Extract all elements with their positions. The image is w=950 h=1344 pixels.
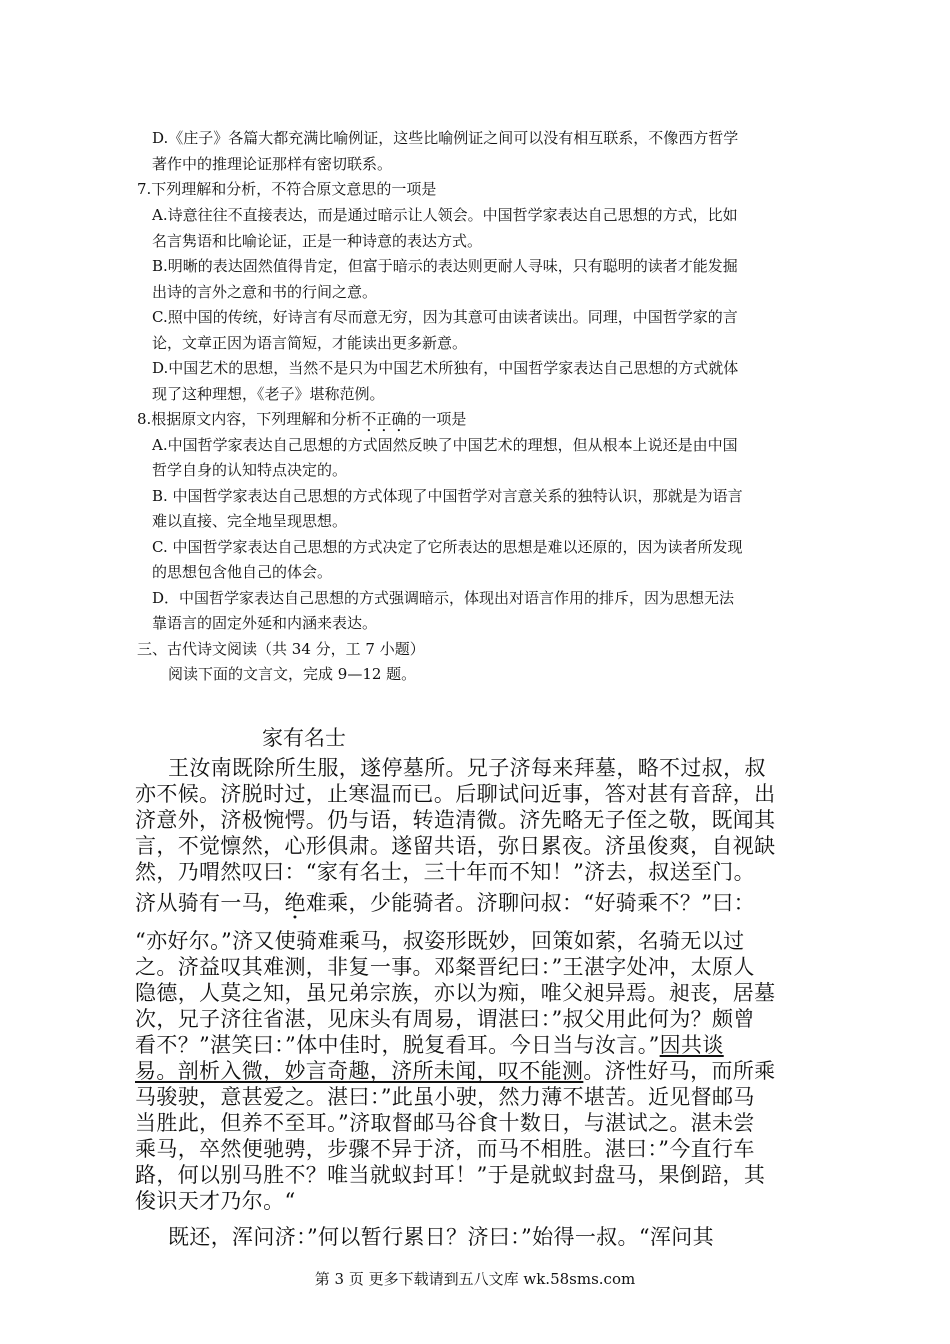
passage-text: 济从骑有一马， — [135, 891, 285, 915]
q8-option-line: 靠语言的固定外延和内涵来表达。 — [152, 614, 378, 632]
passage-line: 言，不觉懔然，心形俱肃。遂留共语，弥日累夜。济虽俊爽，自视缺 — [135, 834, 776, 858]
emphasis-dot-char: 不 — [361, 410, 377, 428]
q7-option-line: 出诗的言外之意和书的行间之意。 — [152, 283, 378, 301]
passage-line: 之。济益叹其难测，非复一事。邓粲晋纪曰：”王湛字处冲，太原人 — [135, 955, 755, 979]
q7-stem: 7.下列理解和分析，不符合原文意思的一项是 — [137, 180, 437, 198]
q7-option-line: B.明晰的表达固然值得肯定，但富于暗示的表达则更耐人寻味，只有聪明的读者才能发掘 — [152, 257, 738, 275]
passage-title: 家有名士 — [262, 726, 346, 750]
section-heading: 三、古代诗文阅读（共 34 分，工 7 小题） — [137, 640, 425, 658]
q7-option-line: A.诗意往往不直接表达，而是通过暗示让人领会。中国哲学家表达自己思想的方式，比如 — [152, 206, 738, 224]
passage-line: 王汝南既除所生服，遂停墓所。兄子济每来拜墓，略不过叔，叔 — [168, 756, 766, 780]
passage-line — [135, 887, 755, 917]
passage-text: 。济性好马，而所乘 — [583, 1059, 776, 1083]
passage-line: 隐德，人莫之知，虽兄弟宗族，亦以为痴，唯父昶异焉。昶丧，居墓 — [135, 981, 776, 1005]
passage-line: 然，乃喟然叹曰：“家有名士，三十年而不知！”济去，叔送至门。 — [135, 860, 755, 884]
passage-line: 亦不候。济脱时过，止寒温而已。后聊试问近事，答对甚有音辞，出 — [135, 782, 776, 806]
section-instruction: 阅读下面的文言文，完成 9—12 题。 — [168, 665, 417, 683]
q8-stem — [137, 408, 466, 429]
q8-option-line: 哲学自身的认知特点决定的。 — [152, 461, 348, 479]
passage-text: 看不？”湛笑曰：”体中佳时，脱复看耳。今日当与汝言。” — [135, 1033, 660, 1057]
q8-option-line: B. 中国哲学家表达自己思想的方式体现了中国哲学对言意关系的独特认识，那就是为语言 — [152, 487, 743, 505]
underlined-sentence: 易。剖析入微，妙言奇趣，济所未闻，叹不能测 — [135, 1059, 584, 1083]
q8-option-line: 难以直接、完全地呈现思想。 — [152, 512, 348, 530]
q8-option-line: D．中国哲学家表达自己思想的方式强调暗示，体现出对语言作用的排斥，因为思想无法 — [152, 589, 735, 607]
passage-line: 马骏驶，意甚爱之。湛曰：”此虽小驶，然力薄不堪苦。近见督邮马 — [135, 1085, 755, 1109]
emphasis-dot-char: 正 — [376, 410, 392, 428]
passage-line: 路，何以别马胜不？唯当就蚁封耳！”于是就蚁封盘马，果倒踣，其 — [135, 1163, 766, 1187]
q8-stem-text: 8.根据原文内容，下列理解和分析 — [137, 410, 362, 428]
q7-option-line: C.照中国的传统，好诗言有尽而意无穷，因为其意可由读者读出。同理，中国哲学家的言 — [152, 308, 738, 326]
q7-option-line: 现了这种理想，《老子》堪称范例。 — [152, 385, 385, 403]
passage-line: 乘马，卒然便驰骋，步骤不异于济，而马不相胜。湛曰：”今直行车 — [135, 1137, 755, 1161]
page-footer: 第 3 页 更多下载请到五八文库 wk.58sms.com — [314, 1270, 636, 1288]
emphasis-dot-char: 确 — [391, 410, 407, 428]
passage-text: 难乘，少能骑者。济聊问叔：“好骑乘不？”曰： — [305, 891, 755, 915]
q8-option-line: C. 中国哲学家表达自己思想的方式决定了它所表达的思想是难以还原的，因为读者所发现 — [152, 538, 743, 556]
passage-line: 次，兄子济往省湛，见床头有周易，谓湛曰：”叔父用此何为？颇曾 — [135, 1007, 755, 1031]
emphasis-dot-char: 绝 — [284, 891, 306, 915]
passage-line: 既还，浑问济：”何以暂行累日？济曰：”始得一叔。“浑问其 — [168, 1225, 715, 1249]
q8-option-line: 的思想包含他自己的体会。 — [152, 563, 333, 581]
q7-option-line: 名言隽语和比喻论证，正是一种诗意的表达方式。 — [152, 232, 483, 250]
passage-line: 当胜此，但养不至耳。”济取督邮马谷食十数日，与湛试之。湛未尝 — [135, 1111, 755, 1135]
passage-line: “亦好尔。”济又使骑难乘马，叔姿形既妙，回策如萦，名骑无以过 — [135, 929, 745, 953]
q8-option-line: A.中国哲学家表达自己思想的方式固然反映了中国艺术的理想，但从根本上说还是由中国 — [152, 436, 738, 454]
q6-option-d-line-2: 著作中的推理论证那样有密切联系。 — [152, 155, 393, 173]
q6-option-d-line-1: D.《庄子》各篇大都充满比喻例证，这些比喻例证之间可以没有相互联系，不像西方哲学 — [152, 129, 739, 147]
underlined-sentence: 因共谈 — [659, 1033, 724, 1057]
q7-option-line: 论，文章正因为语言简短，才能读出更多新意。 — [152, 334, 468, 352]
passage-line: 俊识天才乃尔。“ — [135, 1189, 296, 1213]
q8-stem-text: 的一项是 — [406, 410, 467, 428]
q7-option-line: D.中国艺术的思想，当然不是只为中国艺术所独有，中国哲学家表达自己思想的方式就体 — [152, 359, 739, 377]
passage-line: 济意外，济极惋愕。仍与语，转造清微。济先略无子侄之敬，既闻其 — [135, 808, 776, 832]
